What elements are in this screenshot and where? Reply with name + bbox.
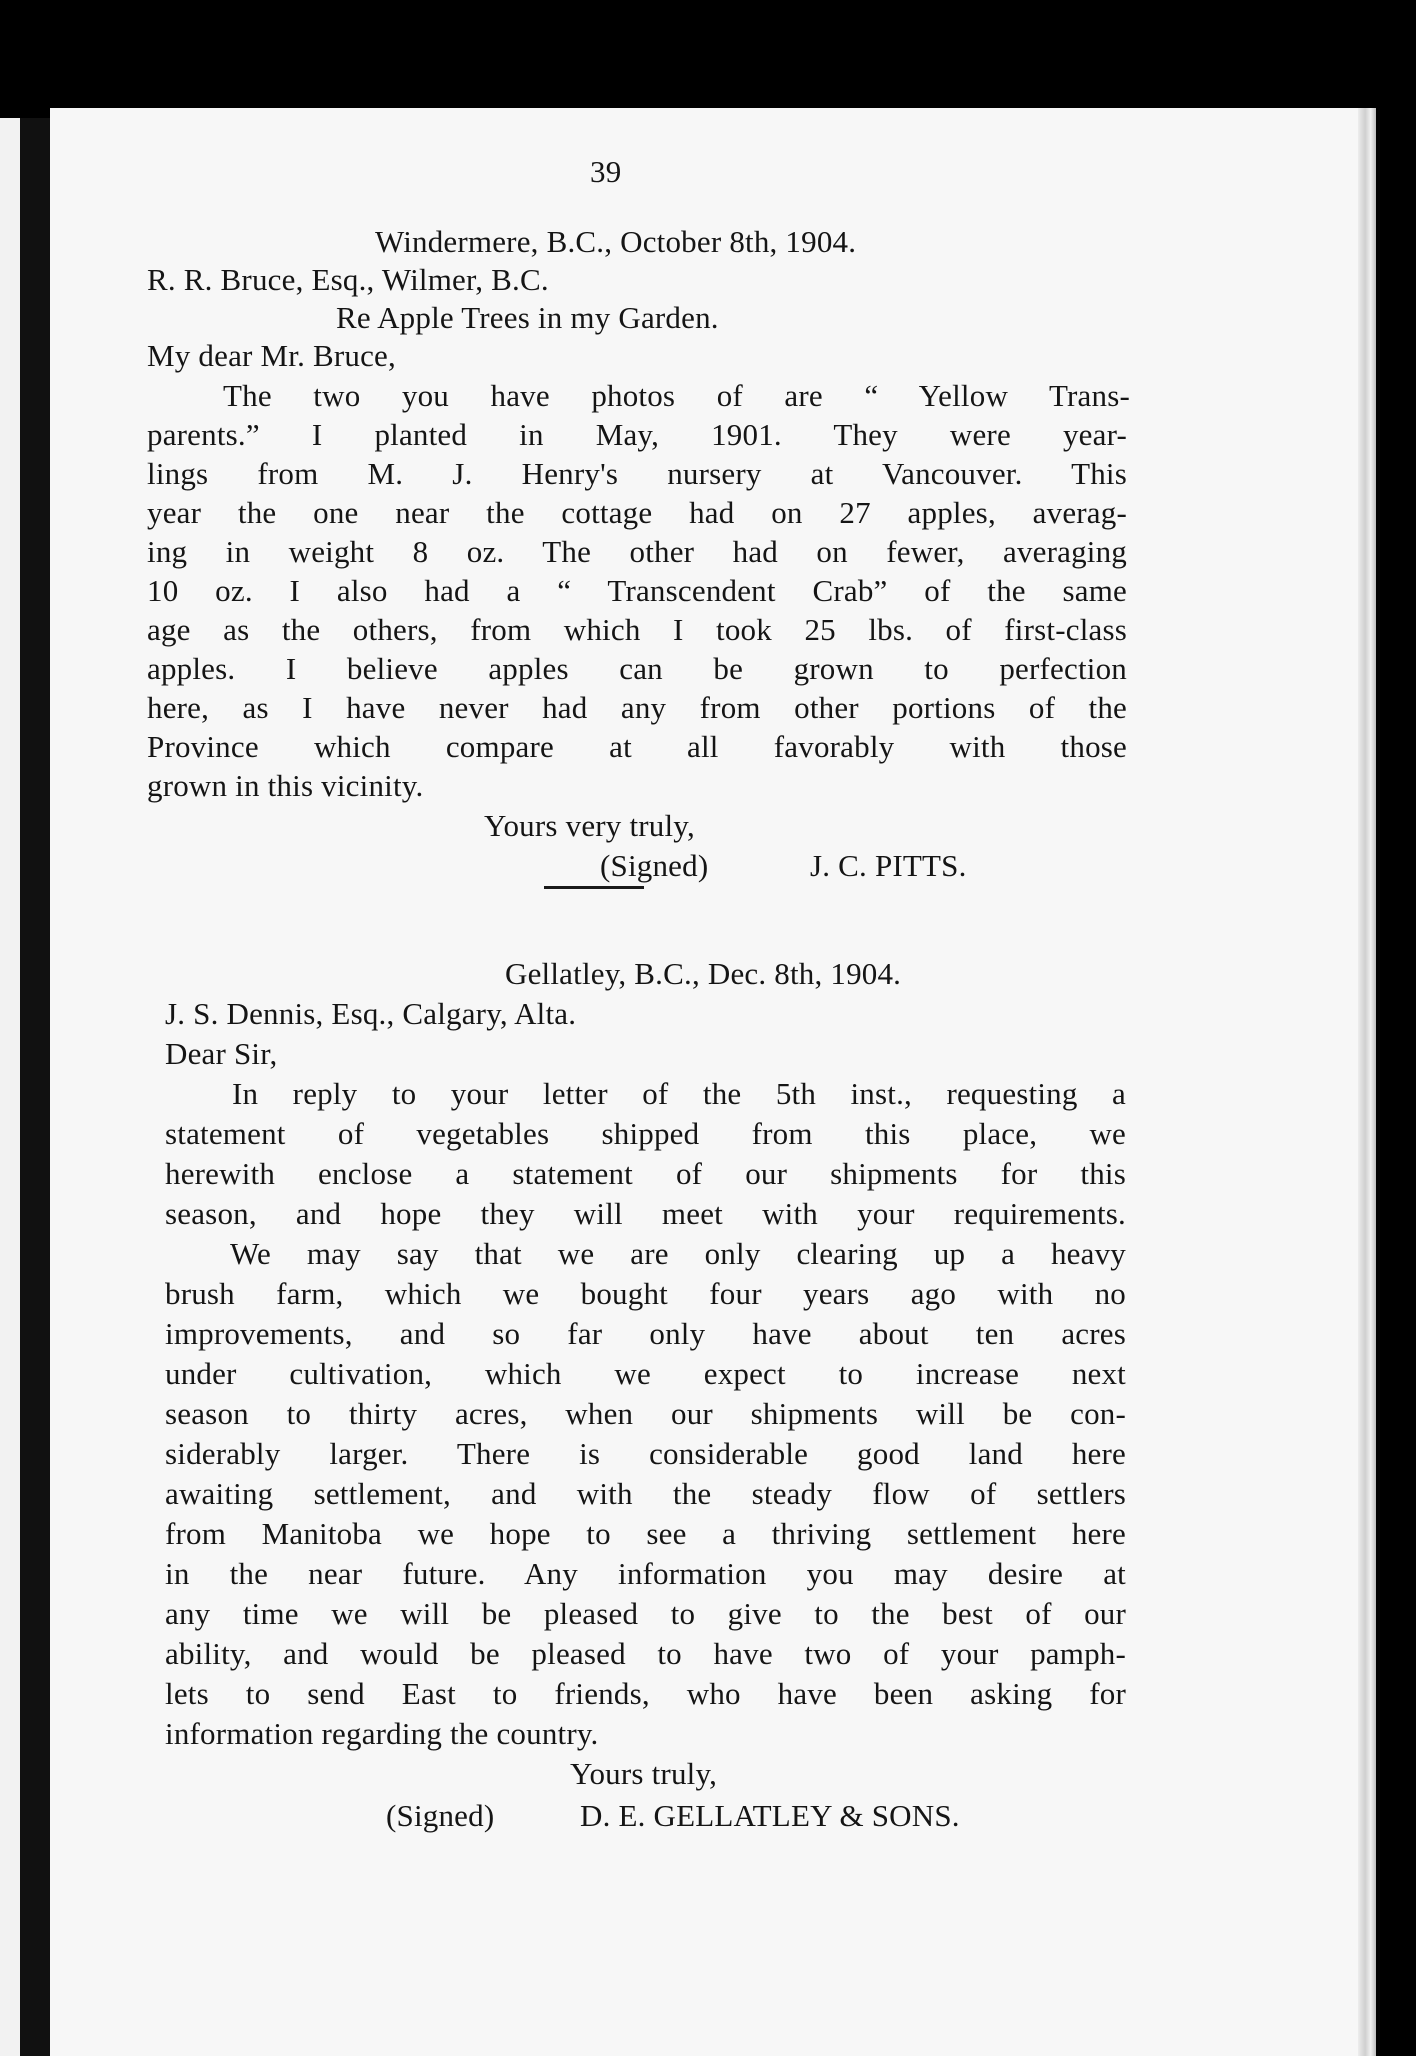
letter2-body-line: awaiting settlement, and with the steady flow of settlers: [165, 1476, 1126, 1511]
letter1-body-line: here, as I have never had any from other portions of the: [147, 690, 1127, 725]
letter2-dateline: Gellatley, B.C., Dec. 8th, 1904.: [505, 956, 902, 991]
letter1-subject: Re Apple Trees in my Garden.: [336, 300, 719, 335]
letter2-body-line: brush farm, which we bought four years ago with no: [165, 1276, 1126, 1311]
letter2-body-line: from Manitoba we hope to see a thriving settlement here: [165, 1516, 1126, 1551]
letter1-signed-label: (Signed): [600, 848, 709, 883]
letter1-body-line: The two you have photos of are “ Yellow Trans-: [223, 378, 1130, 413]
letter2-body-line: season, and hope they will meet with your requirements.: [165, 1196, 1126, 1231]
letter2-body-line: improvements, and so far only have about ten acres: [165, 1316, 1126, 1351]
previous-page-edge: [0, 118, 20, 2056]
page-number: 39: [590, 154, 622, 189]
letter1-body-line: parents.” I planted in May, 1901. They were year-: [147, 417, 1127, 452]
letter2-body-line: herewith enclose a statement of our shipments for this: [165, 1156, 1126, 1191]
letter2-body-line: We may say that we are only clearing up a heavy: [230, 1236, 1126, 1271]
letter2-body-line: information regarding the country.: [165, 1716, 599, 1751]
letter2-body-line: In reply to your letter of the 5th inst., requesting a: [232, 1076, 1126, 1111]
letter1-dateline: Windermere, B.C., October 8th, 1904.: [375, 224, 857, 259]
section-divider: [544, 886, 644, 889]
letter1-addressee: R. R. Bruce, Esq., Wilmer, B.C.: [147, 262, 549, 297]
letter2-closing: Yours truly,: [570, 1756, 718, 1791]
book-page: [50, 108, 1376, 2056]
letter2-addressee: J. S. Dennis, Esq., Calgary, Alta.: [165, 996, 577, 1031]
letter1-salutation: My dear Mr. Bruce,: [147, 338, 396, 373]
letter1-body-line: 10 oz. I also had a “ Transcendent Crab” of the same: [147, 573, 1127, 608]
letter2-body-line: ability, and would be pleased to have two of your pamph-: [165, 1636, 1126, 1671]
letter2-salutation: Dear Sir,: [165, 1036, 278, 1071]
letter2-body-line: in the near future. Any information you may desire at: [165, 1556, 1126, 1591]
letter1-body-line: year the one near the cottage had on 27 apples, averag-: [147, 495, 1127, 530]
letter2-signed-label: (Signed): [386, 1798, 495, 1833]
letter2-body-line: any time we will be pleased to give to the best of our: [165, 1596, 1126, 1631]
letter1-body-line: apples. I believe apples can be grown to perfection: [147, 651, 1127, 686]
letter1-signature: J. C. PITTS.: [810, 848, 967, 883]
letter2-body-line: under cultivation, which we expect to increase next: [165, 1356, 1126, 1391]
letter2-body-line: siderably larger. There is considerable good land here: [165, 1436, 1126, 1471]
letter1-body-line: age as the others, from which I took 25 lbs. of first-class: [147, 612, 1127, 647]
letter1-body-line: Province which compare at all favorably with those: [147, 729, 1127, 764]
page-gutter: [20, 118, 50, 2056]
page-stack-edge: [1358, 108, 1376, 2056]
letter2-body-line: season to thirty acres, when our shipments will be con-: [165, 1396, 1126, 1431]
letter2-signature: D. E. GELLATLEY & SONS.: [580, 1798, 960, 1833]
letter1-body-line: lings from M. J. Henry's nursery at Vancouver. This: [147, 456, 1127, 491]
letter2-body-line: statement of vegetables shipped from this place, we: [165, 1116, 1126, 1151]
letter1-body-line: ing in weight 8 oz. The other had on fewer, averaging: [147, 534, 1127, 569]
letter1-body-line: grown in this vicinity.: [147, 768, 424, 803]
letter1-closing: Yours very truly,: [484, 808, 695, 843]
letter2-body-line: lets to send East to friends, who have been asking for: [165, 1676, 1126, 1711]
